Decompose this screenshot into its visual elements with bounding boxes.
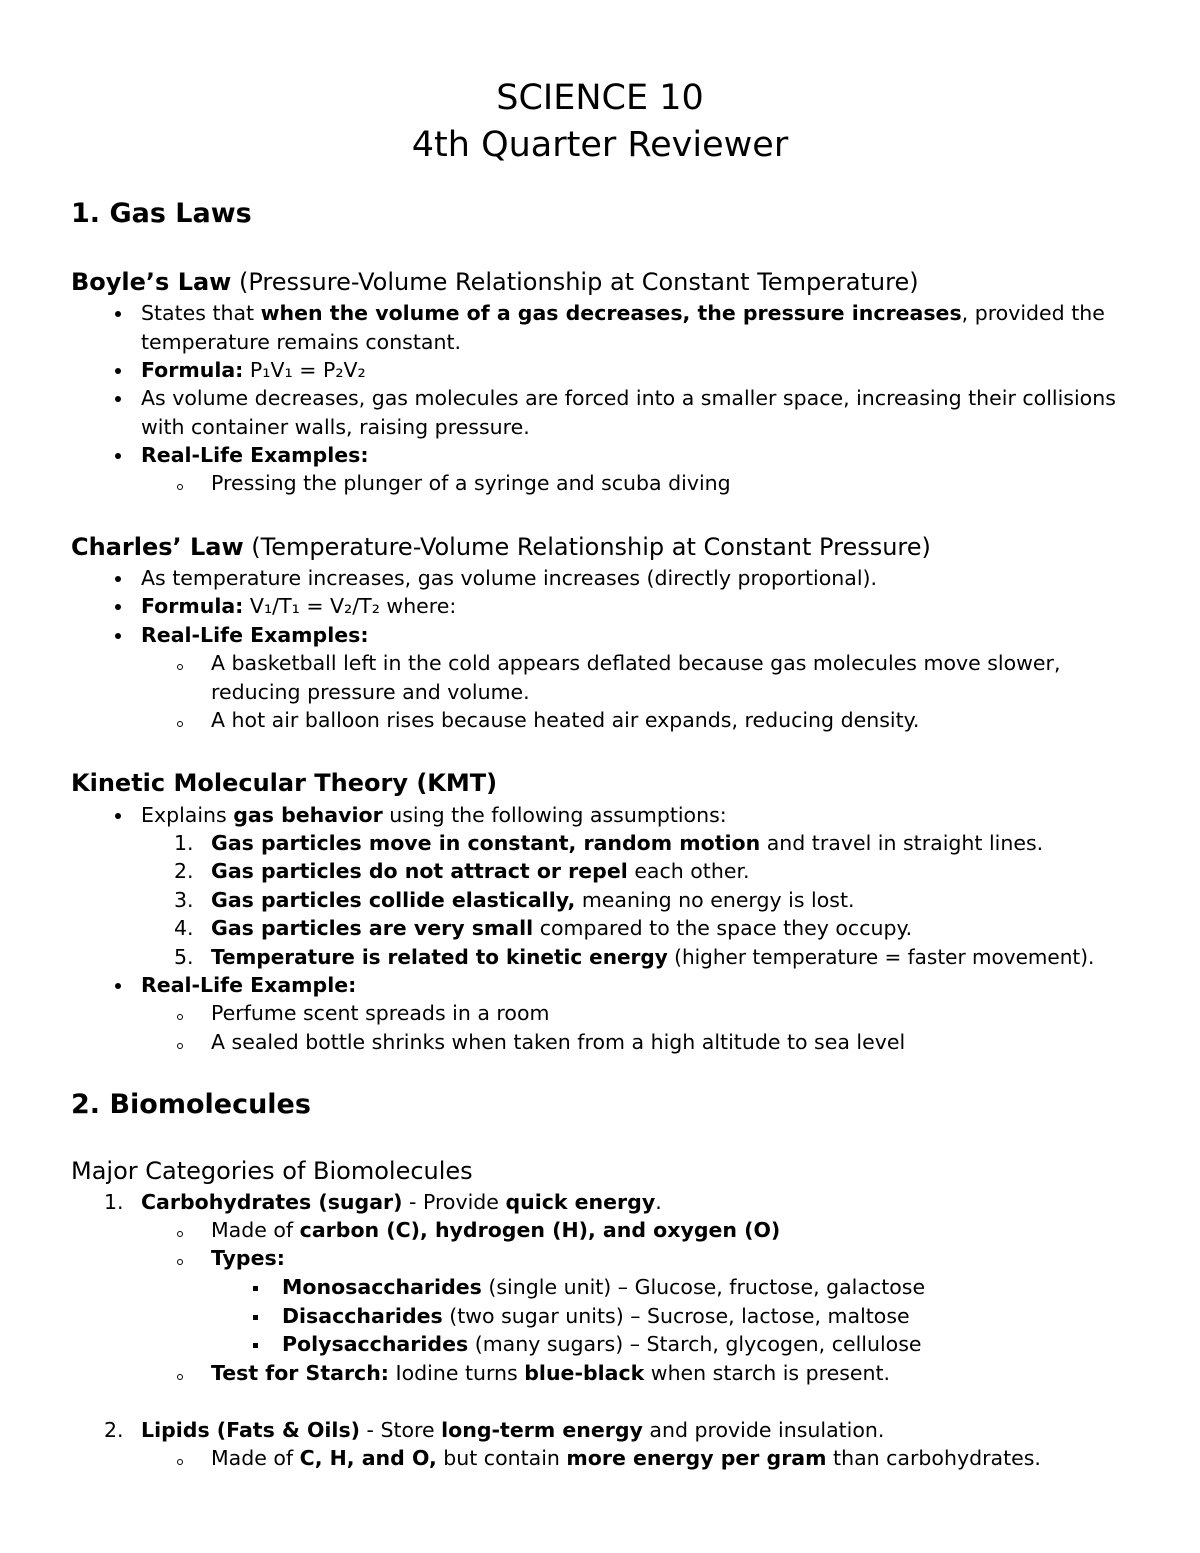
- charles-law-heading: [71, 531, 931, 563]
- starch-test: [211, 1359, 890, 1387]
- text: Made of: [211, 1218, 300, 1242]
- formula-text: V₁/T₁ = V₂/T₂ where:: [249, 594, 457, 618]
- text: and provide insulation.: [642, 1418, 885, 1442]
- boyle-bullet-3-cont: with container walls, raising pressure.: [141, 415, 530, 439]
- charles-example-1: A basketball left in the cold appears deflated because gas molecules move slower,: [211, 651, 1061, 675]
- text: Explains: [141, 803, 234, 827]
- square-bullet-icon: [253, 1343, 258, 1348]
- text: than carbohydrates.: [826, 1446, 1041, 1470]
- boyle-bullet-3: As volume decreases, gas molecules are forced into a smaller space, increasing their collisions: [141, 386, 1116, 410]
- type-polysaccharides: [282, 1330, 922, 1358]
- kmt-assumption-1: [211, 829, 1043, 857]
- text: .: [655, 1190, 662, 1214]
- bullet-icon: [115, 813, 121, 819]
- boyle-bullet-1: [141, 299, 1105, 327]
- boyle-bullet-1-cont: temperature remains constant.: [141, 330, 462, 354]
- kmt-bullet-1: [141, 801, 727, 829]
- square-bullet-icon: [253, 1286, 258, 1291]
- bullet-icon: [115, 453, 121, 459]
- boyle-example-1: Pressing the plunger of a syringe and scuba diving: [211, 471, 731, 495]
- kmt-example-label: [141, 971, 356, 999]
- kmt-example-1: Perfume scent spreads in a room: [211, 1001, 550, 1025]
- bold-text: Temperature is related to kinetic energy: [211, 945, 668, 969]
- bold-text: quick energy: [505, 1190, 656, 1214]
- bold-text: C, H, and O,: [299, 1446, 437, 1470]
- bold-text: Types:: [211, 1246, 285, 1270]
- lipids-item: [141, 1416, 884, 1444]
- text: using the following assumptions:: [382, 803, 727, 827]
- kmt-assumption-2: [211, 857, 750, 885]
- text: each other.: [627, 859, 750, 883]
- document-title: SCIENCE 10: [496, 78, 704, 118]
- biomolecules-subheading: Major Categories of Biomolecules: [71, 1157, 473, 1185]
- kmt-assumption-5: [211, 943, 1094, 971]
- bullet-icon: [115, 576, 121, 582]
- list-number: 4.: [174, 916, 194, 940]
- boyle-examples-label: [141, 441, 369, 469]
- sub-bullet-icon: [177, 1043, 183, 1049]
- examples-label: Real-Life Examples:: [141, 623, 369, 647]
- text: Iodine turns: [389, 1361, 525, 1385]
- boyles-law-name: Boyle’s Law: [71, 268, 232, 296]
- text: - Provide: [402, 1190, 506, 1214]
- boyles-law-desc: (Pressure-Volume Relationship at Constant Temperature): [239, 268, 919, 296]
- text: but contain: [436, 1446, 567, 1470]
- square-bullet-icon: [253, 1315, 258, 1320]
- sub-bullet-icon: [177, 1374, 183, 1380]
- carbohydrates-made-of: [211, 1216, 780, 1244]
- bold-text: Gas particles move in constant, random motion: [211, 831, 761, 855]
- charles-law-name: Charles’ Law: [71, 533, 244, 561]
- bold-text: when the volume of a gas decreases, the pressure increases: [260, 301, 962, 325]
- text: Made of: [211, 1446, 300, 1470]
- bold-text: long-term energy: [441, 1418, 643, 1442]
- formula-label: Formula:: [141, 358, 244, 382]
- bold-text: Polysaccharides: [282, 1332, 469, 1356]
- sub-bullet-icon: [177, 484, 183, 490]
- document-subtitle: 4th Quarter Reviewer: [411, 125, 789, 165]
- list-number: 5.: [174, 945, 194, 969]
- charles-law-desc: (Temperature-Volume Relationship at Constant Pressure): [251, 533, 931, 561]
- list-number: 3.: [174, 888, 194, 912]
- bold-text: Lipids (Fats & Oils): [141, 1418, 361, 1442]
- bold-text: more energy per gram: [566, 1446, 827, 1470]
- text: , provided the: [961, 301, 1105, 325]
- text: when starch is present.: [644, 1361, 891, 1385]
- kmt-example-2: A sealed bottle shrinks when taken from a high altitude to sea level: [211, 1030, 906, 1054]
- sub-bullet-icon: [177, 721, 183, 727]
- examples-label: Real-Life Examples:: [141, 443, 369, 467]
- text: States that: [141, 301, 261, 325]
- charles-formula: [141, 592, 456, 620]
- list-number: 2.: [104, 1418, 124, 1442]
- type-monosaccharides: [282, 1273, 925, 1301]
- kmt-heading-text: Kinetic Molecular Theory (KMT): [71, 769, 498, 797]
- list-number: 2.: [174, 859, 194, 883]
- charles-example-1-cont: reducing pressure and volume.: [211, 680, 530, 704]
- bold-text: Test for Starch:: [211, 1361, 390, 1385]
- section-heading-biomolecules: 2. Biomolecules: [71, 1089, 311, 1120]
- text: (two sugar units) – Sucrose, lactose, maltose: [442, 1304, 910, 1328]
- sub-bullet-icon: [177, 1014, 183, 1020]
- kmt-assumption-3: [211, 886, 855, 914]
- carbohydrates-item: [141, 1188, 662, 1216]
- text: (single unit) – Glucose, fructose, galactose: [481, 1275, 926, 1299]
- type-disaccharides: [282, 1302, 910, 1330]
- kmt-heading: [71, 767, 497, 799]
- bullet-icon: [115, 311, 121, 317]
- bullet-icon: [115, 368, 121, 374]
- kmt-assumption-4: [211, 914, 912, 942]
- list-number: 1.: [174, 831, 194, 855]
- bullet-icon: [115, 983, 121, 989]
- bullet-icon: [115, 396, 121, 402]
- section-heading-gas-laws: 1. Gas Laws: [71, 198, 252, 229]
- bold-text: Carbohydrates (sugar): [141, 1190, 403, 1214]
- bold-text: blue-black: [524, 1361, 645, 1385]
- carbohydrates-types-label: [211, 1244, 285, 1272]
- charles-example-2: A hot air balloon rises because heated air expands, reducing density.: [211, 708, 920, 732]
- text: - Store: [360, 1418, 442, 1442]
- bullet-icon: [115, 604, 121, 610]
- bold-text: gas behavior: [233, 803, 383, 827]
- formula-label: Formula:: [141, 594, 244, 618]
- sub-bullet-icon: [177, 664, 183, 670]
- bold-text: Disaccharides: [282, 1304, 443, 1328]
- boyles-law-heading: [71, 266, 919, 298]
- charles-bullet-1: As temperature increases, gas volume increases (directly proportional).: [141, 566, 878, 590]
- boyle-formula: [141, 356, 366, 384]
- bullet-icon: [115, 633, 121, 639]
- bold-text: Monosaccharides: [282, 1275, 482, 1299]
- lipids-made-of: [211, 1444, 1041, 1472]
- sub-bullet-icon: [177, 1459, 183, 1465]
- text: and travel in straight lines.: [760, 831, 1044, 855]
- formula-text: P₁V₁ = P₂V₂: [249, 358, 366, 382]
- list-number: 1.: [104, 1190, 124, 1214]
- bold-text: carbon (C), hydrogen (H), and oxygen (O): [299, 1218, 781, 1242]
- charles-examples-label: [141, 621, 369, 649]
- text: meaning no energy is lost.: [575, 888, 855, 912]
- examples-label: Real-Life Example:: [141, 973, 357, 997]
- text: (many sugars) – Starch, glycogen, cellulose: [468, 1332, 922, 1356]
- text: (higher temperature = faster movement).: [667, 945, 1095, 969]
- sub-bullet-icon: [177, 1259, 183, 1265]
- bold-text: Gas particles collide elastically,: [211, 888, 576, 912]
- text: compared to the space they occupy.: [533, 916, 913, 940]
- bold-text: Gas particles do not attract or repel: [211, 859, 628, 883]
- bold-text: Gas particles are very small: [211, 916, 534, 940]
- sub-bullet-icon: [177, 1231, 183, 1237]
